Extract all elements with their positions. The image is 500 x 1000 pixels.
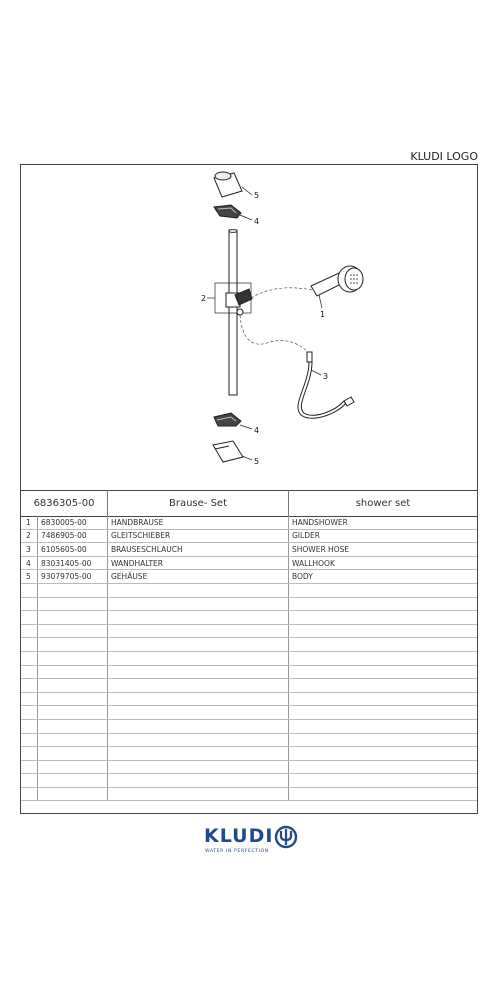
- exploded-drawing: [21, 165, 477, 491]
- table-cell-en: WALLHOOK: [292, 558, 335, 568]
- set-name-english: shower set: [355, 497, 411, 509]
- parts-table: [21, 516, 477, 801]
- table-cell-article: 6830005-00: [38, 516, 108, 529]
- table-cell-empty: [108, 625, 289, 638]
- table-cell-empty: [38, 693, 108, 706]
- top-logo-label: KLUDI LOGO: [410, 150, 478, 163]
- brand-tagline: WATER IN PERFECTION: [205, 849, 269, 854]
- table-cell-empty: [108, 761, 289, 774]
- table-row-empty: [21, 774, 477, 788]
- table-cell-empty: [108, 666, 289, 679]
- table-row: [21, 530, 477, 544]
- callout-2: 2: [201, 294, 207, 303]
- table-cell-empty: [38, 774, 108, 787]
- table-cell-empty: [21, 652, 38, 665]
- table-cell-empty: [21, 666, 38, 679]
- table-cell-en: BODY: [292, 572, 313, 582]
- table-cell-empty: [21, 774, 38, 787]
- table-cell-empty: [21, 611, 38, 624]
- table-row-empty: [21, 666, 477, 680]
- table-cell-article: 93079705-00: [38, 570, 108, 583]
- table-cell-empty: [38, 761, 108, 774]
- set-header-row: [21, 490, 477, 517]
- table-cell-empty: [289, 652, 477, 665]
- table-cell-empty: [38, 706, 108, 719]
- table-row-empty: [21, 679, 477, 693]
- table-cell-empty: [21, 747, 38, 760]
- table-cell-empty: [21, 584, 38, 597]
- table-cell-empty: [289, 625, 477, 638]
- table-row-empty: [21, 747, 477, 761]
- body-bottom-part: [213, 441, 243, 462]
- table-cell-empty: [289, 611, 477, 624]
- table-row: [21, 570, 477, 584]
- table-row-empty: [21, 638, 477, 652]
- table-row-empty: [21, 598, 477, 612]
- handshower-part: [311, 266, 363, 296]
- table-cell-empty: [38, 788, 108, 801]
- table-cell-empty: [38, 747, 108, 760]
- table-cell-pos: 5: [21, 570, 38, 583]
- table-cell-empty: [108, 638, 289, 651]
- parts-sheet: [20, 164, 478, 814]
- set-name-german: Brause- Set: [108, 490, 289, 516]
- wallhook-bottom-part: [214, 413, 241, 426]
- callout-4-top: 4: [254, 217, 260, 226]
- table-cell-empty: [108, 734, 289, 747]
- table-cell-empty: [21, 761, 38, 774]
- table-cell-de: GEHÄUSE: [108, 570, 289, 583]
- table-cell-empty: [38, 666, 108, 679]
- table-row-empty: [21, 720, 477, 734]
- table-cell-empty: [108, 706, 289, 719]
- set-article-number: 6836305-00: [21, 490, 108, 516]
- table-row-empty: [21, 693, 477, 707]
- table-row: [21, 543, 477, 557]
- table-cell-empty: [21, 693, 38, 706]
- table-cell-empty: [289, 734, 477, 747]
- table-cell-empty: [289, 720, 477, 733]
- table-cell-de: HANDBRAUSE: [108, 516, 289, 529]
- table-row-empty: [21, 734, 477, 748]
- table-cell-empty: [21, 788, 38, 801]
- table-cell-empty: [38, 584, 108, 597]
- wallhook-top-part: [214, 205, 241, 218]
- table-row-empty: [21, 625, 477, 639]
- table-cell-pos: 2: [21, 530, 38, 543]
- callout-5-bottom: 5: [254, 457, 260, 466]
- table-cell-empty: [108, 774, 289, 787]
- shower-hose-part: [298, 352, 354, 418]
- table-cell-pos: 3: [21, 543, 38, 556]
- table-row-empty: [21, 584, 477, 598]
- table-cell-empty: [38, 734, 108, 747]
- table-cell-empty: [289, 679, 477, 692]
- table-cell-empty: [38, 638, 108, 651]
- table-row-empty: [21, 652, 477, 666]
- table-cell-empty: [289, 761, 477, 774]
- table-cell-pos: 4: [21, 557, 38, 570]
- table-cell-empty: [38, 611, 108, 624]
- table-cell-en: HANDSHOWER: [292, 517, 348, 527]
- table-cell-empty: [38, 625, 108, 638]
- table-cell-empty: [289, 788, 477, 801]
- table-cell-article: 7486905-00: [38, 530, 108, 543]
- table-cell-empty: [21, 734, 38, 747]
- shower-rail: [229, 230, 237, 396]
- table-cell-empty: [38, 679, 108, 692]
- footer-brand: [0, 823, 500, 863]
- callout-1: 1: [320, 310, 326, 319]
- callout-5-top: 5: [254, 191, 260, 200]
- kludi-logo-icon: [274, 825, 298, 849]
- table-cell-empty: [108, 584, 289, 597]
- table-cell-empty: [289, 638, 477, 651]
- table-cell-empty: [38, 598, 108, 611]
- table-cell-empty: [21, 706, 38, 719]
- callout-3: 3: [323, 372, 329, 381]
- table-cell-empty: [21, 625, 38, 638]
- table-row-empty: [21, 761, 477, 775]
- table-cell-de: BRAUSESCHLAUCH: [108, 543, 289, 556]
- table-cell-article: 83031405-00: [38, 557, 108, 570]
- table-cell-en: GILDER: [292, 531, 320, 541]
- table-cell-empty: [108, 679, 289, 692]
- table-row-empty: [21, 788, 477, 802]
- table-cell-empty: [21, 638, 38, 651]
- table-cell-empty: [289, 598, 477, 611]
- table-row-empty: [21, 706, 477, 720]
- table-cell-empty: [108, 720, 289, 733]
- table-cell-empty: [289, 693, 477, 706]
- table-cell-empty: [289, 666, 477, 679]
- table-cell-pos: 1: [21, 516, 38, 529]
- table-cell-empty: [108, 611, 289, 624]
- table-cell-empty: [108, 598, 289, 611]
- table-cell-de: WANDHALTER: [108, 557, 289, 570]
- shower-set-drawing: [21, 165, 477, 490]
- table-cell-empty: [289, 774, 477, 787]
- table-cell-article: 6105605-00: [38, 543, 108, 556]
- table-cell-empty: [108, 693, 289, 706]
- table-row-empty: [21, 611, 477, 625]
- table-cell-empty: [289, 747, 477, 760]
- table-row: [21, 557, 477, 571]
- table-cell-empty: [108, 747, 289, 760]
- table-cell-empty: [289, 584, 477, 597]
- table-row: [21, 516, 477, 530]
- body-top-part: [214, 172, 242, 197]
- table-cell-empty: [108, 788, 289, 801]
- table-cell-empty: [108, 652, 289, 665]
- table-cell-empty: [38, 652, 108, 665]
- brand-logo-text: KLUDI: [204, 825, 274, 847]
- table-cell-en: SHOWER HOSE: [292, 544, 350, 554]
- table-cell-empty: [21, 598, 38, 611]
- table-cell-empty: [38, 720, 108, 733]
- table-cell-de: GLEITSCHIEBER: [108, 530, 289, 543]
- callout-4-bottom: 4: [254, 426, 260, 435]
- table-cell-empty: [21, 720, 38, 733]
- table-cell-empty: [21, 679, 38, 692]
- table-cell-empty: [289, 706, 477, 719]
